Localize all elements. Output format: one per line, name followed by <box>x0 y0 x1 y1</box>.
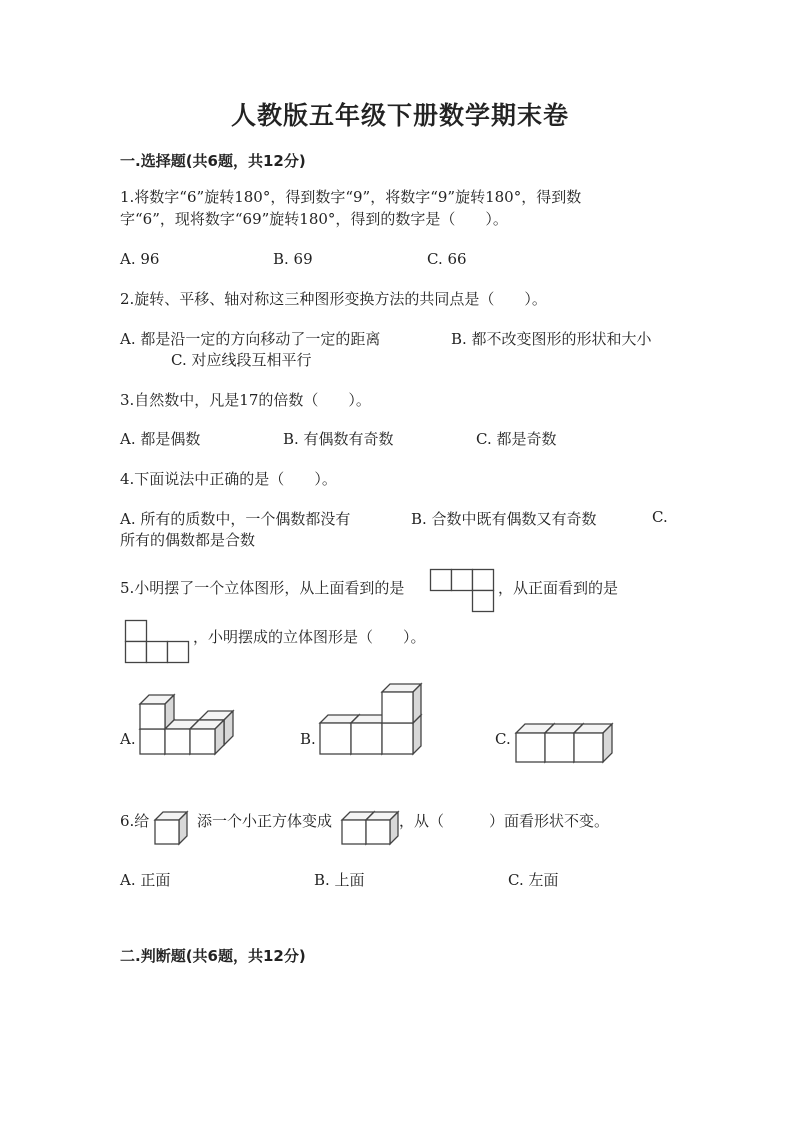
question-1-option-a[interactable]: A. 96 <box>120 250 160 268</box>
question-6-option-a[interactable]: A. 正面 <box>120 871 171 889</box>
option-b-cube-figure <box>318 686 424 764</box>
question-5-text-part-3: ，小明摆成的立体图形是（ ）。 <box>193 628 426 646</box>
cube-2 <box>366 812 398 844</box>
question-5-option-c[interactable]: C. <box>495 730 511 748</box>
question-1-line-1: 1.将数字“6”旋转180°，得到数字“9”，将数字“9”旋转180°，得到数 <box>120 188 582 206</box>
question-4-option-c-text[interactable]: 所有的偶数都是合数 <box>120 531 256 549</box>
question-5-option-a[interactable]: A. <box>120 730 136 748</box>
cube-3 <box>140 695 174 729</box>
question-1-line-2: 字“6”，现将数字“69”旋转180°，得到的数字是（ ）。 <box>120 210 508 228</box>
cube-1 <box>155 812 187 844</box>
question-6-text-part-3: ，从（ ）面看形状不变。 <box>399 812 610 830</box>
q6-original-cube-figure <box>153 804 193 846</box>
question-4-option-a[interactable]: A. 所有的质数中，一个偶数都没有 <box>120 510 351 528</box>
question-4-text: 4.下面说法中正确的是（ ）。 <box>120 470 337 488</box>
option-c-cube-figure <box>514 710 620 764</box>
question-6-text-part-2: 添一个小正方体变成 <box>197 812 333 830</box>
front-view-figure <box>125 620 191 664</box>
top-view-figure <box>430 569 496 613</box>
page-title: 人教版五年级下册数学期末卷 <box>230 101 569 130</box>
question-5-text-part-2: ，从正面看到的是 <box>498 579 619 597</box>
question-3-text: 3.自然数中，凡是17的倍数（ ）。 <box>120 391 371 409</box>
question-6-option-b[interactable]: B. 上面 <box>314 871 365 889</box>
question-2-option-b[interactable]: B. 都不改变图形的形状和大小 <box>451 330 652 348</box>
question-2-text: 2.旋转、平移、轴对称这三种图形变换方法的共同点是（ ）。 <box>120 290 547 308</box>
question-3-option-b[interactable]: B. 有偶数有奇数 <box>283 430 394 448</box>
q6-result-cube-figure <box>340 804 398 846</box>
question-6-text-part-1: 6.给 <box>120 812 150 830</box>
question-5-option-b[interactable]: B. <box>300 730 316 748</box>
section-2-heading: 二.判断题(共6题，共12分) <box>120 947 306 965</box>
cube-4 <box>382 684 421 723</box>
question-4-option-c-label[interactable]: C. <box>652 508 668 526</box>
question-3-option-a[interactable]: A. 都是偶数 <box>120 430 201 448</box>
section-1-heading: 一.选择题(共6题，共12分) <box>120 152 306 170</box>
question-3-option-c[interactable]: C. 都是奇数 <box>476 430 557 448</box>
question-5-text-part-1: 5.小明摆了一个立体图形，从上面看到的是 <box>120 579 405 597</box>
question-4-option-b[interactable]: B. 合数中既有偶数又有奇数 <box>411 510 597 528</box>
question-1-option-c[interactable]: C. 66 <box>427 250 467 268</box>
cube-5 <box>190 720 224 754</box>
question-6-option-c[interactable]: C. 左面 <box>508 871 559 889</box>
option-a-cube-figure <box>138 694 230 764</box>
question-2-option-a[interactable]: A. 都是沿一定的方向移动了一定的距离 <box>120 330 381 348</box>
question-1-option-b[interactable]: B. 69 <box>273 250 313 268</box>
question-2-option-c[interactable]: C. 对应线段互相平行 <box>171 351 312 369</box>
cube-3 <box>574 724 612 762</box>
